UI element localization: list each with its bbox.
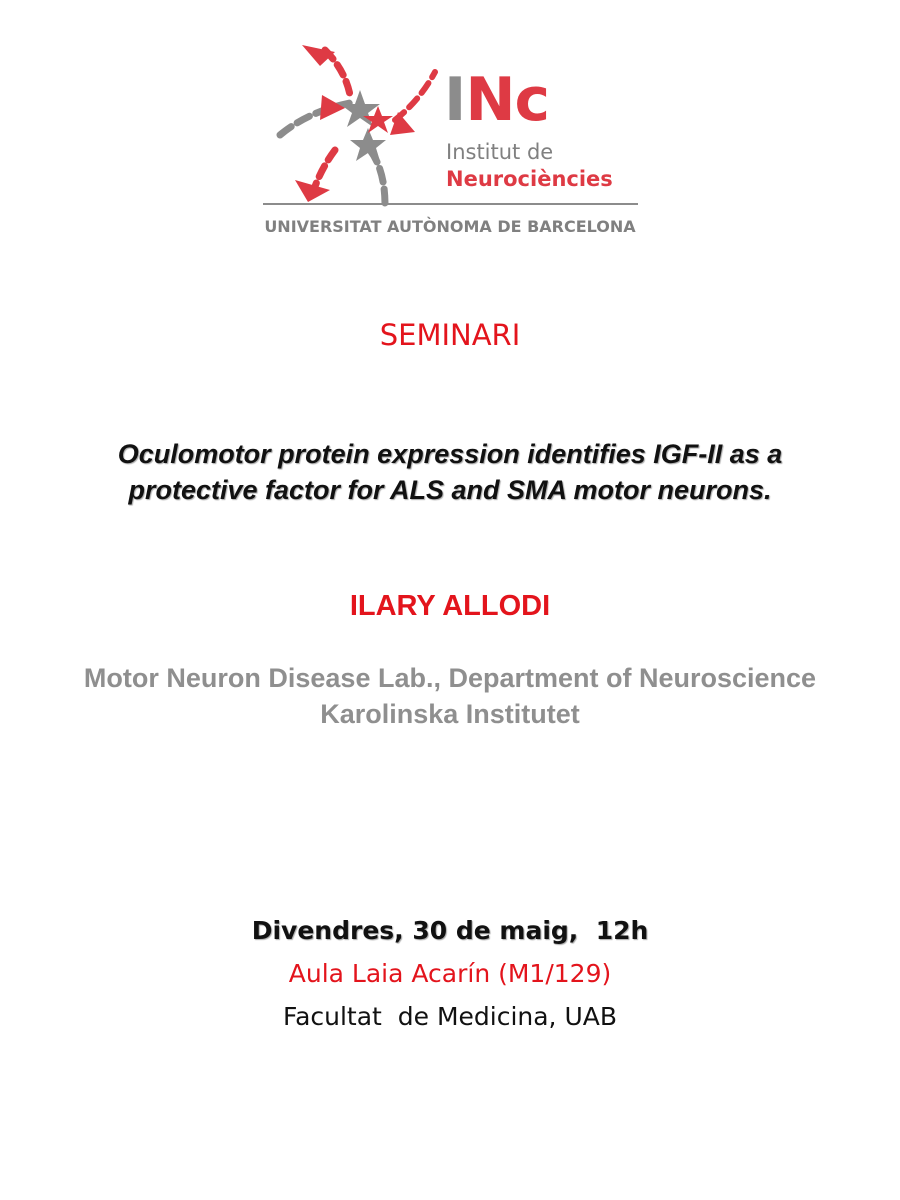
- talk-title: [0, 436, 900, 508]
- affiliation-line-1: Motor Neuron Disease Lab., Department of Neuroscience: [83, 663, 817, 693]
- logo-line-neurociencies: Neurociències: [446, 167, 613, 191]
- logo-divider: [263, 203, 638, 205]
- acronym-nc: Nc: [465, 65, 550, 135]
- university-name: UNIVERSITAT AUTÒNOMA DE BARCELONA: [264, 217, 636, 236]
- speaker-name: ILARY ALLODI: [349, 590, 551, 622]
- neuron-stars-icon: [250, 40, 450, 210]
- talk-title-line-2: protective factor for ALS and SMA motor neurons.: [128, 475, 772, 505]
- event-date-time: Divendres, 30 de maig, 12h: [251, 916, 649, 945]
- event-room: Aula Laia Acarín (M1/129): [288, 959, 612, 988]
- acronym-i: I: [444, 65, 466, 135]
- affiliation-line-2: Karolinska Institutet: [320, 699, 580, 729]
- event-venue: Facultat de Medicina, UAB: [282, 1002, 618, 1031]
- event-type-heading: SEMINARI: [379, 318, 521, 352]
- logo-line-institut: Institut de: [446, 140, 554, 164]
- talk-title-line-1: Oculomotor protein expression identifies IGF-II as a: [117, 439, 783, 469]
- inc-logo-emblem: [250, 40, 450, 210]
- speaker-affiliation: [0, 660, 900, 732]
- inc-acronym: [444, 65, 550, 135]
